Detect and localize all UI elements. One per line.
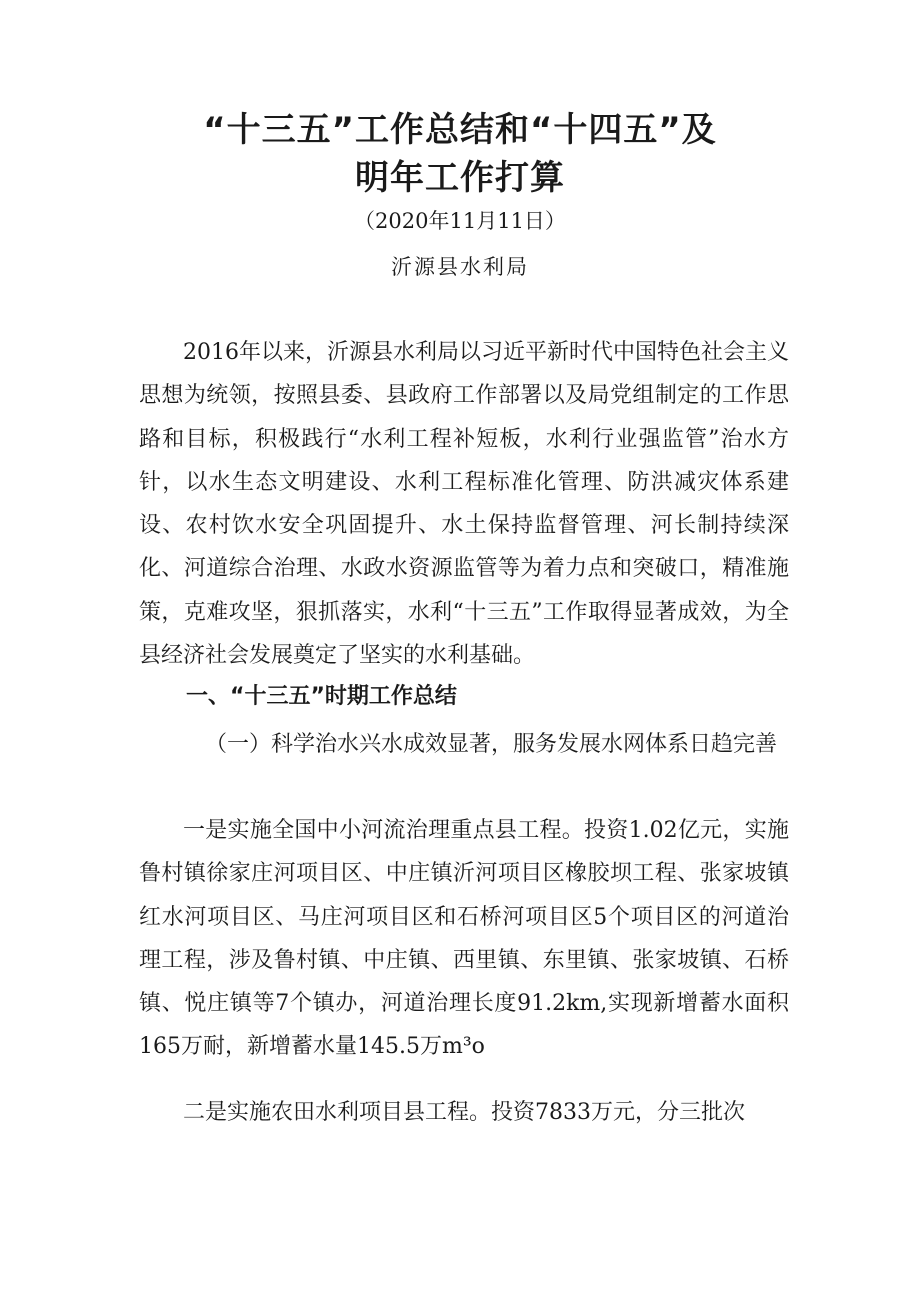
subsection-heading: （一）科学治水兴水成效显著，服务发展水网体系日趋完善 — [205, 732, 778, 757]
document-title-line1: “十三五”工作总结和“十四五”及 — [203, 110, 717, 150]
document-title-line2: 明年工作打算 — [355, 158, 565, 198]
intro-paragraph: 2016年以来，沂源县水利局以习近平新时代中国特色社会主义思想为统领，按照县委、县政府工作部署以及局党组制定的工作思路和目标，积极践行“水利工程补短板，水利行业强监管”治水方针，以水生态文明建设、水利工程标准化管理、防洪减灾体系建设、农村饮水安全巩固提升、水土保持监督管理、河长制持续深化、河道综合治理、水政水资源监管等为着力点和突破口，精准施策，克难攻坚，狠抓落实，水利“十三五”工作取得显著成效，为全县经济社会发展奠定了坚实的水利基础。 — [139, 340, 789, 669]
item-paragraph-1: 一是实施全国中小河流治理重点县工程。投资1.02亿元，实施鲁村镇徐家庄河项目区、中庄镇沂河项目区橡胶坝工程、张家坡镇红水河项目区、马庄河项目区和石桥河项目区5个项目区的河道治理工程，涉及鲁村镇、中庄镇、西里镇、东里镇、张家坡镇、石桥镇、悦庄镇等7个镇办，河道治理长度91.2km,实现新增蓄水面积165万耐，新增蓄水量145.5万m³o — [139, 818, 789, 1060]
document-organization: 沂源县水利局 — [391, 255, 529, 279]
item-paragraph-2: 二是实施农田水利项目县工程。投资7833万元，分三批次 — [183, 1100, 745, 1125]
section-heading: 一、“十三五”时期工作总结 — [186, 684, 457, 709]
document-date: （2020年11月11日） — [354, 209, 566, 233]
